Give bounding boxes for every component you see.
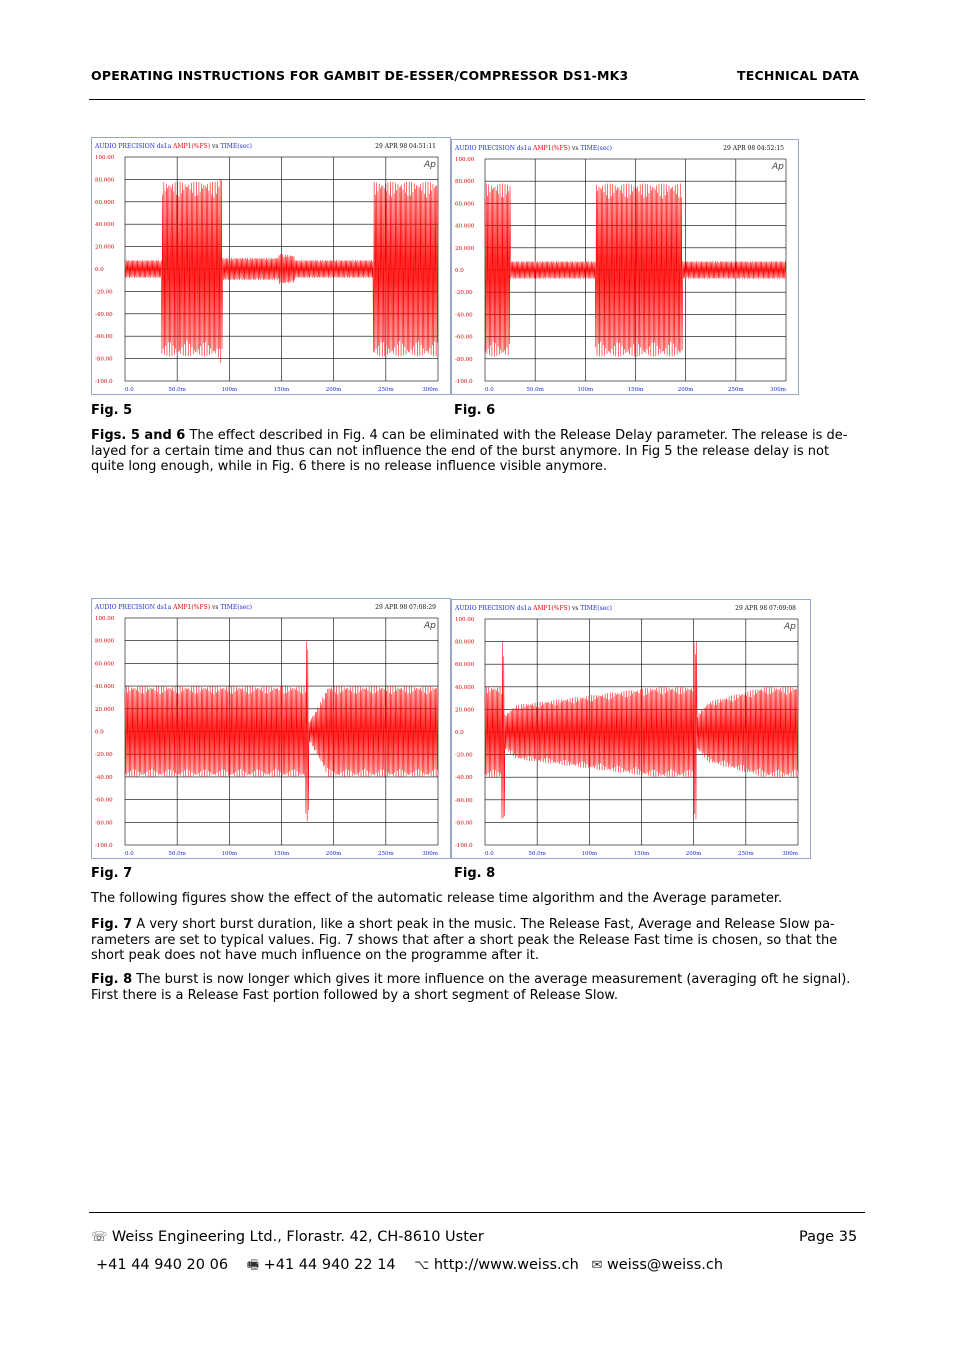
y-tick-label: 40.000	[95, 684, 115, 691]
website-link[interactable]: http://www.weiss.ch	[433, 1257, 579, 1273]
x-tick-label: 300m	[422, 387, 438, 393]
x-tick-label: 200m	[677, 387, 694, 393]
scope-plot-fig6	[451, 139, 799, 395]
ap-logo: Ap	[424, 621, 436, 631]
y-tick-label: -100.0	[455, 843, 473, 849]
x-tick-label: 300m	[782, 851, 798, 857]
x-tick-label: 200m	[325, 851, 342, 857]
y-tick-label: -60.00	[95, 334, 113, 341]
footer-company-line	[91, 1229, 484, 1245]
y-tick-label: 20.000	[95, 244, 115, 251]
y-tick-label: 80.000	[455, 179, 475, 186]
intro-paragraph: The following figures show the effect of the automatic release time algorithm and the Average parameter.	[91, 891, 783, 906]
x-tick-label: 100m	[577, 387, 594, 393]
company-address: Weiss Engineering Ltd., Florastr. 42, CH-8610 Uster	[111, 1229, 484, 1245]
x-tick-label: 150m	[633, 851, 650, 857]
x-tick-label: 300m	[422, 851, 438, 857]
scope-header-label: AUDIO PRECISION ds1a AMP1(%FS) vs TIME(sec)	[455, 605, 612, 612]
phone-icon: ☏	[91, 1230, 108, 1245]
fax-icon: 🖷	[246, 1258, 259, 1273]
x-tick-label: 250m	[377, 851, 394, 857]
y-tick-label: 40.000	[455, 684, 475, 691]
running-header-section: TECHNICAL DATA	[737, 68, 860, 83]
x-tick-label: 250m	[737, 851, 754, 857]
caption-body: The burst is now longer which gives it more influence on the average measurement (averaging oft he signal). First there is a Release Fast portion followed by a short segment of Release Slow.	[91, 972, 851, 1003]
scope-header-label: AUDIO PRECISION ds1a AMP1(%FS) vs TIME(sec)	[455, 145, 612, 152]
x-tick-label: 200m	[325, 387, 342, 393]
y-tick-label: 80.000	[95, 177, 115, 184]
x-tick-label: 0.0	[485, 387, 494, 393]
y-tick-label: 40.000	[455, 223, 475, 230]
running-header-title: OPERATING INSTRUCTIONS FOR GAMBIT DE-ESSER/COMPRESSOR DS1-MK3	[91, 68, 629, 83]
x-tick-label: 100m	[221, 851, 238, 857]
signal-trace	[485, 183, 786, 356]
x-tick-label: 200m	[685, 851, 702, 857]
y-tick-label: -60.00	[95, 797, 113, 804]
scope-timestamp: 29 APR 98 04:52:15	[723, 145, 784, 152]
y-tick-label: 40.000	[95, 222, 115, 229]
scope-plot-fig5	[91, 137, 451, 395]
x-tick-label: 250m	[377, 387, 394, 393]
ap-logo: Ap	[784, 622, 796, 632]
ap-logo: Ap	[424, 160, 436, 170]
mouse-icon: ⌥	[414, 1258, 430, 1273]
y-tick-label: -60.00	[455, 334, 473, 341]
figs56-caption	[91, 428, 856, 475]
footer-contact-line	[96, 1256, 723, 1278]
figure-label-fig8: Fig. 8	[454, 866, 496, 881]
x-tick-label: 50.0m	[168, 387, 186, 393]
y-tick-label: -20.00	[455, 290, 473, 297]
y-tick-label: 80.000	[455, 639, 475, 646]
header-rule	[89, 99, 865, 100]
scope-svg	[92, 599, 450, 858]
y-tick-label: 100.00	[95, 616, 115, 622]
x-tick-label: 0.0	[125, 851, 134, 857]
page-number: Page 35	[799, 1229, 858, 1245]
envelope-icon: ✉	[591, 1258, 603, 1273]
y-tick-label: 100.00	[455, 157, 475, 163]
scope-header-label: AUDIO PRECISION ds1a AMP1(%FS) vs TIME(sec)	[95, 143, 252, 150]
y-tick-label: 0.0	[455, 730, 464, 736]
x-tick-label: 0.0	[125, 387, 134, 393]
scope-svg	[452, 140, 798, 394]
scope-timestamp: 29 APR 98 07:08:29	[375, 604, 436, 611]
y-tick-label: 100.00	[455, 617, 475, 623]
caption-lead: Fig. 7	[91, 917, 133, 932]
scope-svg	[92, 138, 450, 394]
figure-label-fig6: Fig. 6	[454, 403, 496, 418]
y-tick-label: 0.0	[95, 267, 104, 273]
x-tick-label: 0.0	[485, 851, 494, 857]
caption-body: A very short burst duration, like a short peak in the music. The Release Fast, Average and Release Slow pa-rameters are set to typical values. Fig. 7 shows that after a short peak the Release Fast time is chosen, so that the short peak does not have much influence on the programme after it.	[91, 917, 838, 963]
fig7-caption	[91, 917, 856, 964]
y-tick-label: -100.0	[455, 379, 473, 385]
y-tick-label: -80.00	[455, 356, 473, 363]
y-tick-label: -20.00	[455, 752, 473, 759]
x-tick-label: 300m	[770, 387, 786, 393]
ap-logo: Ap	[772, 162, 784, 172]
y-tick-label: 80.000	[95, 638, 115, 645]
y-tick-label: -80.00	[95, 356, 113, 363]
y-tick-label: 0.0	[95, 729, 104, 736]
x-tick-label: 150m	[627, 387, 644, 393]
y-tick-label: 0.0	[455, 268, 464, 274]
scope-plot-fig8	[451, 599, 811, 859]
y-tick-label: -20.00	[95, 289, 113, 296]
y-tick-label: 20.000	[95, 706, 115, 713]
x-tick-label: 150m	[273, 387, 290, 393]
y-tick-label: 100.00	[95, 155, 115, 161]
y-tick-label: -80.00	[455, 820, 473, 827]
y-tick-label: -40.00	[455, 312, 473, 319]
x-tick-label: 50.0m	[528, 851, 546, 857]
y-tick-label: -20.00	[95, 752, 113, 759]
y-tick-label: -80.00	[95, 820, 113, 827]
y-tick-label: -60.00	[455, 797, 473, 804]
x-tick-label: 100m	[581, 851, 598, 857]
scope-timestamp: 29 APR 98 04:51:11	[375, 143, 436, 150]
x-tick-label: 250m	[727, 387, 744, 393]
x-tick-label: 50.0m	[168, 851, 186, 857]
phone-number: +41 44 940 20 06	[96, 1257, 229, 1273]
y-tick-label: -40.00	[95, 311, 113, 318]
y-tick-label: -100.0	[95, 843, 113, 849]
fig8-caption	[91, 972, 856, 1003]
y-tick-label: 60.000	[95, 661, 115, 668]
y-tick-label: 60.000	[95, 199, 115, 206]
x-tick-label: 150m	[273, 851, 290, 857]
scope-svg	[452, 600, 810, 858]
scope-header-label: AUDIO PRECISION ds1a AMP1(%FS) vs TIME(sec)	[95, 604, 252, 611]
caption-lead: Fig. 8	[91, 972, 133, 987]
footer-rule	[89, 1212, 865, 1213]
y-tick-label: 60.000	[455, 662, 475, 669]
scope-timestamp: 29 APR 98 07:09:08	[735, 605, 796, 612]
y-tick-label: 20.000	[455, 245, 475, 252]
figure-label-fig5: Fig. 5	[91, 403, 133, 418]
caption-body: The effect described in Fig. 4 can be eliminated with the Release Delay parameter. The release is de-layed for a certain time and thus can not influence the end of the burst anymore. In Fig 5 the release delay is not quite long enough, while in Fig. 6 there is no release influence visible anymore.	[91, 428, 848, 474]
x-tick-label: 100m	[221, 387, 238, 393]
x-tick-label: 50.0m	[526, 387, 544, 393]
y-tick-label: 60.000	[455, 201, 475, 208]
y-tick-label: 20.000	[455, 707, 475, 714]
figure-label-fig7: Fig. 7	[91, 866, 133, 881]
scope-plot-fig7	[91, 598, 451, 859]
fax-number: +41 44 940 22 14	[263, 1257, 396, 1273]
email-link[interactable]: weiss@weiss.ch	[606, 1257, 724, 1273]
y-tick-label: -100.0	[95, 379, 113, 385]
y-tick-label: -40.00	[455, 775, 473, 782]
y-tick-label: -40.00	[95, 774, 113, 781]
caption-lead: Figs. 5 and 6	[91, 428, 186, 443]
